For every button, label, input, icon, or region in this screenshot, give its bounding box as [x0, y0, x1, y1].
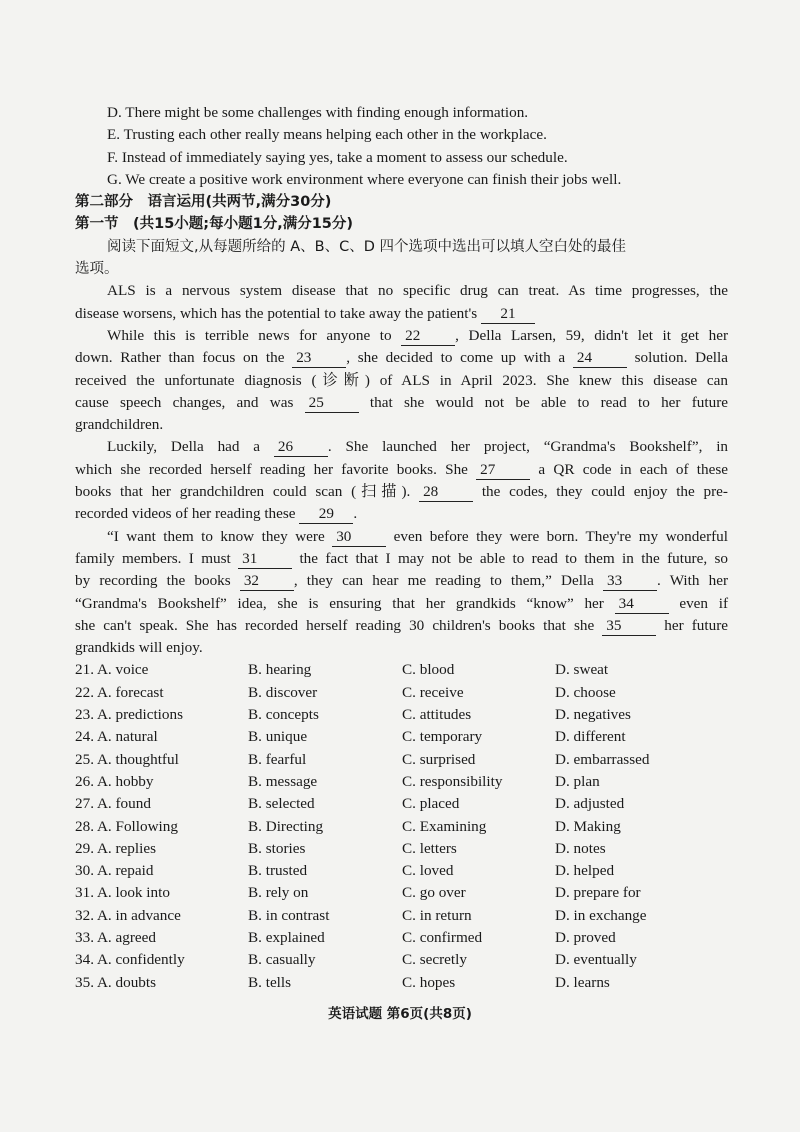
question-32-choice-c: C. in return	[402, 906, 472, 924]
question-22-choice-a: 22. A. forecast	[75, 683, 164, 701]
question-25-choice-b: B. fearful	[248, 750, 307, 768]
blank-27: 27	[476, 461, 530, 480]
question-28-choice-c: C. Examining	[402, 817, 487, 835]
question-31-choice-d: D. prepare for	[555, 884, 641, 902]
question-29-choice-b: B. stories	[248, 839, 306, 857]
option-e: E. Trusting each other really means helping each other in the workplace.	[107, 126, 547, 144]
passage-line: cause speech changes, and was 25 that she would not be able to read to her future	[75, 393, 728, 411]
question-23-choice-c: C. attitudes	[402, 706, 472, 724]
blank-26: 26	[274, 438, 328, 457]
question-22-choice-b: B. discover	[248, 683, 318, 701]
passage-line: While this is terrible news for anyone to 22 , Della Larsen, 59, didn't let it get her	[107, 326, 728, 344]
question-26-choice-a: 26. A. hobby	[75, 772, 154, 790]
passage-line: grandchildren.	[75, 416, 164, 434]
question-21-choice-d: D. sweat	[555, 661, 609, 679]
question-35-choice-a: 35. A. doubts	[75, 973, 157, 991]
question-21-choice-a: 21. A. voice	[75, 661, 149, 679]
question-35-choice-c: C. hopes	[402, 973, 456, 991]
blank-32: 32	[240, 572, 294, 591]
blank-34: 34	[615, 595, 669, 614]
passage-line: family members. I must 31 the fact that I may not be able to read to them in the future, so	[75, 549, 728, 567]
question-35-choice-b: B. tells	[248, 973, 292, 991]
question-24-choice-d: D. different	[555, 728, 626, 746]
question-21-choice-b: B. hearing	[248, 661, 312, 679]
question-32-choice-d: D. in exchange	[555, 906, 647, 924]
question-26-choice-c: C. responsibility	[402, 772, 503, 790]
passage-line: she can't speak. She has recorded herself reading 30 children's books that she 35 her future	[75, 616, 729, 634]
passage-line: received the unfortunate diagnosis (诊断) of ALS in April 2023. She knew this disease can	[75, 371, 728, 389]
question-21-choice-c: C. blood	[402, 661, 455, 679]
blank-21: 21	[481, 305, 535, 324]
question-34-choice-a: 34. A. confidently	[75, 951, 185, 969]
question-options	[75, 659, 728, 993]
option-g: G. We create a positive work environment where everyone can finish their jobs well.	[107, 170, 622, 188]
blank-23: 23	[292, 349, 346, 368]
blank-24: 24	[573, 349, 627, 368]
question-25-choice-d: D. embarrassed	[555, 750, 650, 768]
question-32-choice-a: 32. A. in advance	[75, 906, 181, 924]
passage-line: which she recorded herself reading her favorite books. She 27 a QR code in each of these	[75, 460, 728, 478]
question-31-choice-b: B. rely on	[248, 884, 309, 902]
question-34-choice-b: B. casually	[248, 951, 316, 969]
section-heading: 第一节 (共15小题;每小题1分,满分15分)	[75, 216, 354, 233]
option-f: F. Instead of immediately saying yes, take a moment to assess our schedule.	[107, 148, 568, 166]
instruction-line-2: 选项。	[75, 261, 119, 278]
instruction-line-1: 阅读下面短文,从每题所给的 A、B、C、D 四个选项中选出可以填人空白处的最佳	[107, 238, 626, 255]
question-35-choice-d: D. learns	[555, 973, 610, 991]
question-30-choice-c: C. loved	[402, 862, 454, 880]
question-31-choice-a: 31. A. look into	[75, 884, 170, 902]
page-footer: 英语试题 第6页(共8页)	[328, 1006, 472, 1022]
question-34-choice-d: D. eventually	[555, 951, 637, 969]
question-27-choice-a: 27. A. found	[75, 795, 151, 813]
option-d: D. There might be some challenges with finding enough information.	[107, 104, 529, 121]
blank-29: 29	[299, 505, 353, 524]
question-31-choice-c: C. go over	[402, 884, 466, 902]
blank-31: 31	[238, 550, 292, 569]
question-30-choice-a: 30. A. repaid	[75, 862, 154, 880]
passage-line: recorded videos of her reading these 29 .	[75, 505, 358, 523]
question-26-choice-b: B. message	[248, 772, 318, 790]
cloze-passage	[75, 280, 728, 659]
question-27-choice-b: B. selected	[248, 795, 315, 813]
question-24-choice-b: B. unique	[248, 728, 308, 746]
question-24-choice-a: 24. A. natural	[75, 728, 158, 746]
passage-line: down. Rather than focus on the 23 , she decided to come up with a 24 solution. Della	[75, 349, 728, 367]
question-28-choice-d: D. Making	[555, 817, 621, 835]
blank-28: 28	[419, 483, 473, 502]
blank-35: 35	[602, 617, 656, 636]
question-29-choice-d: D. notes	[555, 839, 606, 857]
question-23-choice-b: B. concepts	[248, 706, 319, 724]
question-33-choice-d: D. proved	[555, 928, 616, 946]
exam-page	[75, 102, 728, 994]
passage-line: “I want them to know they were 30 even before they were born. They're my wonderful	[107, 527, 728, 545]
question-33-choice-c: C. confirmed	[402, 928, 483, 946]
blank-22: 22	[401, 327, 455, 346]
passage-line: grandkids will enjoy.	[75, 639, 203, 657]
question-28-choice-a: 28. A. Following	[75, 817, 178, 835]
question-22-choice-c: C. receive	[402, 683, 464, 701]
question-29-choice-a: 29. A. replies	[75, 839, 156, 857]
passage-line: ALS is a nervous system disease that no specific drug can treat. As time progresses, the	[107, 282, 728, 300]
blank-25: 25	[305, 394, 359, 413]
question-27-choice-c: C. placed	[402, 795, 460, 813]
question-25-choice-a: 25. A. thoughtful	[75, 750, 179, 768]
question-25-choice-c: C. surprised	[402, 750, 476, 768]
question-27-choice-d: D. adjusted	[555, 795, 625, 813]
question-29-choice-c: C. letters	[402, 839, 457, 857]
passage-line: Luckily, Della had a 26 . She launched her project, “Grandma's Bookshelf”, in	[107, 438, 729, 456]
question-32-choice-b: B. in contrast	[248, 906, 330, 924]
question-22-choice-d: D. choose	[555, 683, 616, 701]
part-heading: 第二部分 语言运用(共两节,满分30分)	[75, 194, 332, 211]
passage-line: by recording the books 32 , they can hear me reading to them,” Della 33 . With her	[75, 572, 729, 590]
question-24-choice-c: C. temporary	[402, 728, 483, 746]
passage-line: disease worsens, which has the potential to take away the patient's 21	[75, 303, 728, 325]
question-30-choice-b: B. trusted	[248, 862, 308, 880]
question-23-choice-a: 23. A. predictions	[75, 706, 183, 724]
question-26-choice-d: D. plan	[555, 772, 600, 790]
question-28-choice-b: B. Directing	[248, 817, 324, 835]
question-23-choice-d: D. negatives	[555, 706, 631, 724]
blank-33: 33	[603, 572, 657, 591]
question-30-choice-d: D. helped	[555, 862, 615, 880]
question-33-choice-b: B. explained	[248, 928, 325, 946]
passage-line: books that her grandchildren could scan (扫描). 28 the codes, they could enjoy the pre-	[75, 483, 728, 501]
question-34-choice-c: C. secretly	[402, 951, 467, 969]
blank-30: 30	[332, 528, 386, 547]
question-33-choice-a: 33. A. agreed	[75, 928, 156, 946]
passage-line: “Grandma's Bookshelf” idea, she is ensuring that her grandkids “know” her 34 even if	[75, 594, 729, 612]
